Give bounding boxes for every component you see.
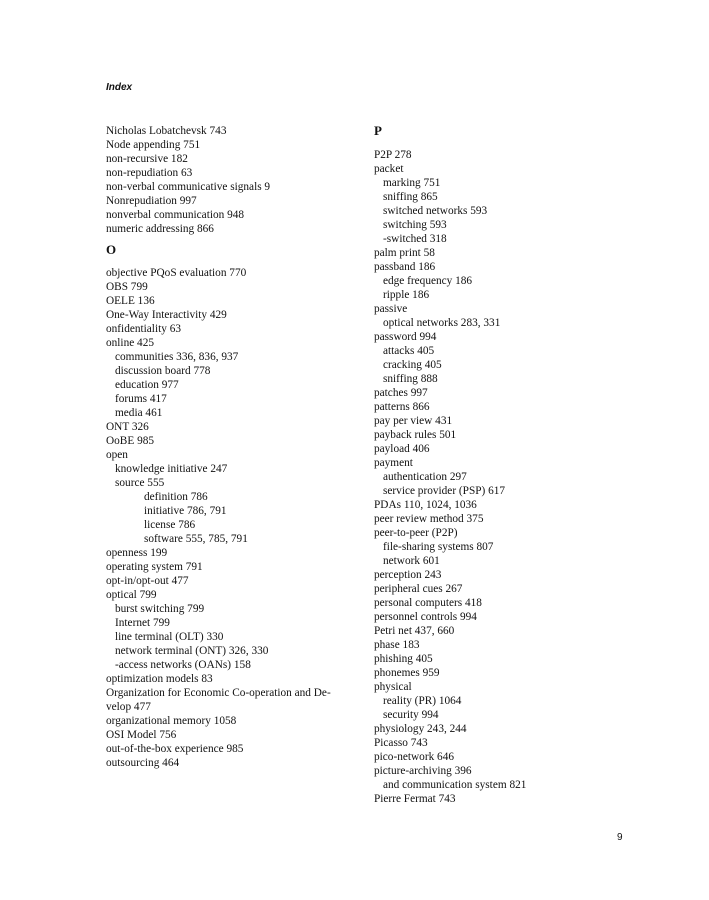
running-head: Index [106,82,133,93]
index-subentry: edge frequency 186 [383,275,473,287]
index-subentry: marking 751 [383,177,441,189]
index-entry: organizational memory 1058 [106,715,237,727]
index-entry: phishing 405 [374,653,433,665]
index-entry: personal computers 418 [374,597,482,609]
index-entry: peer review method 375 [374,513,484,525]
index-subentry: line terminal (OLT) 330 [115,631,224,643]
index-letter-heading: O [106,242,117,257]
index-subentry: software 555, 785, 791 [144,533,248,545]
index-subentry: definition 786 [144,491,208,503]
index-subentry: -access networks (OANs) 158 [115,659,251,671]
index-entry: phase 183 [374,639,420,651]
index-subentry: -switched 318 [383,233,447,245]
index-entry: ONT 326 [106,421,149,433]
index-entry: payback rules 501 [374,429,457,441]
index-entry: PDAs 110, 1024, 1036 [374,499,477,511]
index-entry: onfidentiality 63 [106,323,181,335]
index-column-right [374,124,624,806]
index-entry: online 425 [106,337,155,349]
index-subentry: optical networks 283, 331 [383,317,501,329]
index-entry: Organization for Economic Co-operation and De- [106,687,331,699]
index-entry: Picasso 743 [374,737,428,749]
index-column-left [106,124,346,770]
index-entry: personnel controls 994 [374,611,477,623]
index-entry: peer-to-peer (P2P) [374,527,458,539]
index-entry: OSI Model 756 [106,729,177,741]
index-subentry: sniffing 888 [383,373,438,385]
index-entry: pico-network 646 [374,751,454,763]
index-entry: perception 243 [374,569,442,581]
index-entry: outsourcing 464 [106,757,180,769]
index-entry: velop 477 [106,701,151,713]
index-entry: open [106,449,128,461]
index-subentry: discussion board 778 [115,365,211,377]
index-entry: password 994 [374,331,437,343]
index-subentry: cracking 405 [383,359,442,371]
index-entry: palm print 58 [374,247,435,259]
index-entry: out-of-the-box experience 985 [106,743,244,755]
index-entry: Pierre Fermat 743 [374,793,456,805]
index-entry: packet [374,163,404,175]
index-entry: opt-in/opt-out 477 [106,575,189,587]
index-entry: passive [374,303,408,315]
index-subentry: initiative 786, 791 [144,505,227,517]
index-entry: non-recursive 182 [106,153,188,165]
index-entry: non-repudiation 63 [106,167,193,179]
index-entry: objective PQoS evaluation 770 [106,267,247,279]
index-subentry: file-sharing systems 807 [383,541,494,553]
index-subentry: burst switching 799 [115,603,205,615]
index-entry: peripheral cues 267 [374,583,463,595]
index-subentry: knowledge initiative 247 [115,463,228,475]
index-entry: Nicholas Lobatchevsk 743 [106,125,227,137]
index-entry: Petri net 437, 660 [374,625,455,637]
index-subentry: education 977 [115,379,179,391]
index-subentry: Internet 799 [115,617,170,629]
index-subentry: authentication 297 [383,471,467,483]
page-number: 9 [617,832,623,843]
index-subentry: ripple 186 [383,289,430,301]
index-subentry: media 461 [115,407,163,419]
index-entry: optical 799 [106,589,157,601]
index-entry: operating system 791 [106,561,203,573]
index-subentry: service provider (PSP) 617 [383,485,506,497]
index-entry: OoBE 985 [106,435,155,447]
index-entry: pay per view 431 [374,415,453,427]
index-entry: non-verbal communicative signals 9 [106,181,271,193]
index-entry: payload 406 [374,443,430,455]
index-entry: OBS 799 [106,281,148,293]
index-subentry: switching 593 [383,219,447,231]
index-entry: nonverbal communication 948 [106,209,245,221]
index-entry: Node appending 751 [106,139,201,151]
index-subentry: source 555 [115,477,165,489]
index-entry: numeric addressing 866 [106,223,214,235]
index-entry: P2P 278 [374,149,412,161]
index-entry: physical [374,681,412,693]
index-entry: physiology 243, 244 [374,723,467,735]
index-entry: passband 186 [374,261,436,273]
index-subentry: forums 417 [115,393,167,405]
index-subentry: network 601 [383,555,440,567]
index-letter-heading: P [374,123,382,138]
index-subentry: sniffing 865 [383,191,438,203]
index-entry: optimization models 83 [106,673,213,685]
index-entry: Nonrepudiation 997 [106,195,197,207]
index-subentry: network terminal (ONT) 326, 330 [115,645,269,657]
index-subentry: attacks 405 [383,345,435,357]
index-subentry: and communication system 821 [383,779,527,791]
index-subentry: communities 336, 836, 937 [115,351,239,363]
index-entry: phonemes 959 [374,667,440,679]
index-entry: OELE 136 [106,295,155,307]
index-subentry: license 786 [144,519,196,531]
index-entry: One-Way Interactivity 429 [106,309,227,321]
index-subentry: security 994 [383,709,439,721]
index-subentry: switched networks 593 [383,205,488,217]
index-entry: openness 199 [106,547,168,559]
index-entry: patterns 866 [374,401,430,413]
index-entry: picture-archiving 396 [374,765,472,777]
index-entry: patches 997 [374,387,428,399]
index-subentry: reality (PR) 1064 [383,695,462,707]
index-entry: payment [374,457,413,469]
